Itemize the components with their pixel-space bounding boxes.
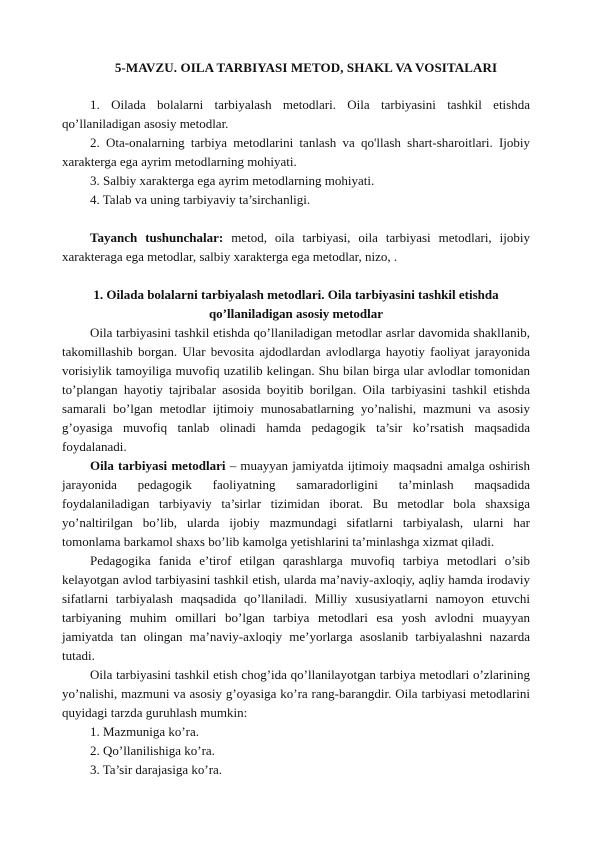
plan-item: 4. Talab va uning tarbiyaviy ta’sirchanligi.: [90, 192, 311, 207]
body-paragraph-1: Oila tarbiyasini tashkil etishda qo’llaniladigan metodlar asrlar davomida shakllanib, takomillashib borgan. Ular bevosita ajdodlardan avlodlarga hayotiy faoliyat jarayonida vorisiylik tamoyiliga muvofiq uzatilib kelingan. Shu bilan birga ular avlodlar tomonidan to’plangan hayotiy tajribalar asosida boyitib borilgan. Oila tarbiyasini tashkil etishda samarali bo’lgan metodlar ijtimoiy munosabatlarning yo’nalishi, mazmuni va asosiy g’oyasiga muvofiq tanlab olinadi hamda pedagogik ta’sir ko’rsatish maqsadida foydalanadi.: [62, 325, 530, 454]
definition-term: Oila tarbiyasi metodlari: [90, 458, 226, 473]
plan-item: 3. Salbiy xarakterga ega ayrim metodlarning mohiyati.: [90, 173, 375, 188]
body-paragraph-4: Oila tarbiyasini tashkil etish chog’ida qo’llanilayotgan tarbiya metodlari o’zlarining yo’nalishi, mazmuni va asosiy g’oyasiga ko’ra rang-barangdir. Oila tarbiyasi metodlarini quyidagi tarzda guruhlash mumkin:: [62, 667, 530, 720]
plan-item: 1. Oilada bolalarni tarbiyalash metodlari. Oila tarbiyasini tashkil etishda qo’llaniladigan asosiy metodlar.: [62, 97, 530, 131]
body-paragraph-2: [62, 456, 530, 551]
grouping-item: 2. Qo’llanilishiga ko’ra.: [90, 743, 215, 758]
key-concepts-label: Tayanch tushunchalar:: [90, 230, 224, 245]
grouping-item: 3. Ta’sir darajasiga ko’ra.: [90, 762, 223, 777]
definition-text: – muayyan jamiyatda ijtimoiy maqsadni amalga oshirish jarayonida pedagogik faoliyatning samaradorligini ta’minlash maqsadida foydalaniladigan tarbiyaviy ta’sirlar tizimidan iborat. Bu metodlar bola shaxsiga yo’naltirilgan bo’lib, ularda ijobiy mazmundagi sifatlarni tarbiyalash, ularni har tomonlama barkamol shaxs bo’lib kamolga yetishlarini ta’minlashga xizmat qiladi.: [62, 458, 530, 549]
page-title: 5-MAVZU. OILA TARBIYASI METOD, SHAKL VA VOSITALARI: [114, 60, 498, 75]
body-paragraph-3: Pedagogika fanida e’tirof etilgan qarashlarga muvofiq tarbiya metodlari o’sib kelayotgan avlod tarbiyasini tashkil etish, ularda ma’naviy-axloqiy, aqliy hamda irodaviy sifatlarni tarbiyalash maqsadida qo’llaniladi. Milliy xususiyatlarni namoyon etuvchi tarbiyaning muhim omillari bo’lgan tarbiya metodlari esa yosh avlodni muayyan jamiyatda tan olingan ma’naviy-axloqiy me’yorlarga asoslanib tarbiyalashni nazarda tutadi.: [62, 553, 530, 663]
section-heading: 1. Oilada bolalarni tarbiyalash metodlari. Oila tarbiyasini tashkil etishda qo’llaniladigan asosiy metodlar: [93, 287, 499, 321]
grouping-item: 1. Mazmuniga ko’ra.: [90, 724, 200, 739]
plan-item: 2. Ota-onalarning tarbiya metodlarini tanlash va qo'llash shart-sharoitlari. Ijobiy xarakterga ega ayrim metodlarning mohiyati.: [62, 135, 530, 169]
grouping-list: [62, 722, 530, 779]
plan-list: [62, 95, 530, 209]
key-concepts-text: metod, oila tarbiyasi, oila tarbiyasi metodlari, ijobiy xarakteraga ega metodlar, salbiy xarakterga ega metodlar, nizo, .: [62, 230, 530, 264]
key-concepts: [62, 228, 530, 266]
